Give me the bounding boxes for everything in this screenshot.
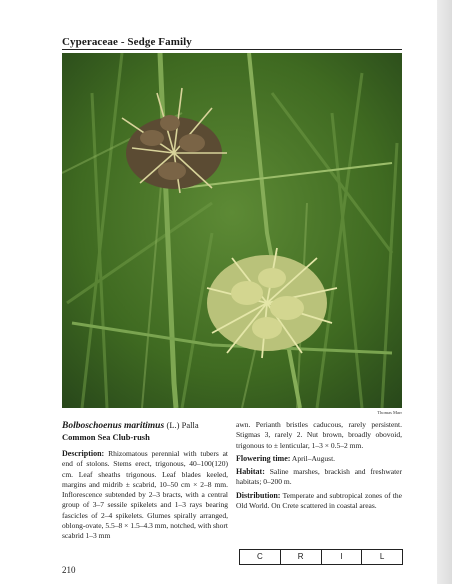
flowering-value: April–August. bbox=[291, 453, 336, 463]
left-column bbox=[62, 420, 228, 545]
header-rule bbox=[62, 49, 402, 50]
status-table bbox=[239, 549, 403, 565]
flowering-paragraph bbox=[236, 454, 402, 464]
description-paragraph bbox=[62, 449, 228, 542]
description-label: Description: bbox=[62, 449, 105, 458]
page-number: 210 bbox=[62, 565, 76, 575]
habitat-label: Habitat: bbox=[236, 467, 265, 477]
distribution-value: Temperate and subtropical zones of the Old World. On Crete scattered in coastal areas. bbox=[236, 490, 402, 511]
common-name: Common Sea Club-rush bbox=[62, 432, 150, 442]
distribution-label: Distribution: bbox=[236, 490, 281, 500]
flowering-label: Flowering time: bbox=[236, 453, 291, 463]
page-header: Cyperaceae - Sedge Family bbox=[62, 36, 192, 48]
scientific-name: Bolboschoenus maritimus bbox=[62, 421, 165, 431]
habitat-value: Saline marshes, brackish and freshwater habitats; 0–200 m. bbox=[236, 467, 402, 487]
sedge-flower-photo bbox=[62, 53, 402, 408]
photo-credit: Thomas Marr bbox=[377, 410, 402, 415]
description-text-left: Rhizomatous perennial with tubers at end of stolons. Stems erect, trigonous, 40–100(120) cm. Leaf sheaths trigonous. Leaf blades keeled, margins and midrib ± scabrid, 10–50 cm × 2–8 mm. Inflorescence subtended by 2–3 bracts, with a central group of 3–7 sessile spikelets and 1–3 rays bearing fascicles of 2–4 spikelets. Glumes spirally arranged, oblong-ovate, 5.5–8 × 1.5–4.3 mm, notched, with short scabrid 1–3 mm bbox=[62, 449, 228, 541]
species-name bbox=[62, 420, 228, 432]
description-continued: awn. Perianth bristles caducous, rarely persistent. Stigmas 3, rarely 2. Nut brown, broadly obovoid, trigonous to ± lenticular, 1–3 × 0.5–2 mm. bbox=[236, 420, 402, 450]
status-cell-c: C bbox=[240, 550, 281, 564]
habitat-paragraph bbox=[236, 467, 402, 488]
status-cell-l: L bbox=[379, 552, 385, 561]
status-cell-i: I bbox=[322, 550, 363, 564]
distribution-paragraph bbox=[236, 491, 402, 512]
species-author: (L.) Palla bbox=[166, 420, 199, 430]
page-edge-tab bbox=[437, 0, 452, 584]
right-column bbox=[236, 420, 402, 514]
status-cell-r: R bbox=[281, 550, 322, 564]
